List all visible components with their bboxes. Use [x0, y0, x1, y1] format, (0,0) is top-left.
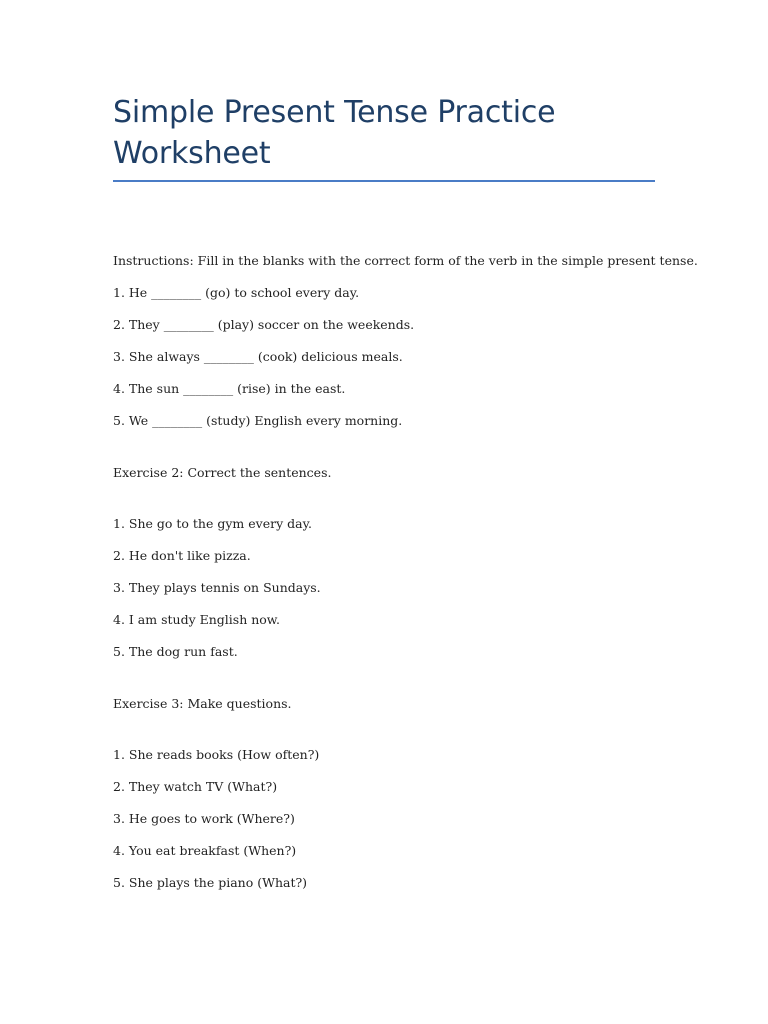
exercise3-item-3: 3. He goes to work (Where?): [113, 811, 295, 826]
exercise3-item-5: 5. She plays the piano (What?): [113, 875, 308, 890]
exercise2-item-4: 4. I am study English now.: [113, 612, 280, 627]
exercise1-item-1: 1. He ________ (go) to school every day.: [113, 285, 360, 300]
exercise1-item-4: 4. The sun ________ (rise) in the east.: [113, 381, 346, 396]
title-line-1: Simple Present Tense Practice: [113, 95, 556, 130]
title-underline: [113, 180, 655, 182]
exercise1-item-5: 5. We ________ (study) English every morning.: [113, 413, 403, 428]
exercise3-item-1: 1. She reads books (How often?): [113, 747, 320, 762]
exercise2-item-2: 2. He don't like pizza.: [113, 548, 251, 563]
exercise2-item-5: 5. The dog run fast.: [113, 644, 238, 659]
exercise2-heading: Exercise 2: Correct the sentences.: [113, 465, 332, 480]
exercise1-item-3: 3. She always ________ (cook) delicious meals.: [113, 349, 403, 364]
instructions-text: Instructions: Fill in the blanks with the correct form of the verb in the simple present tense.: [113, 253, 698, 268]
exercise2-item-1: 1. She go to the gym every day.: [113, 516, 312, 531]
exercise1-item-2: 2. They ________ (play) soccer on the weekends.: [113, 317, 415, 332]
exercise3-item-4: 4. You eat breakfast (When?): [113, 843, 297, 858]
exercise3-item-2: 2. They watch TV (What?): [113, 779, 278, 794]
page-title: [113, 92, 673, 174]
exercise3-heading: Exercise 3: Make questions.: [113, 696, 292, 711]
title-line-2: Worksheet: [113, 136, 271, 171]
exercise2-item-3: 3. They plays tennis on Sundays.: [113, 580, 321, 595]
